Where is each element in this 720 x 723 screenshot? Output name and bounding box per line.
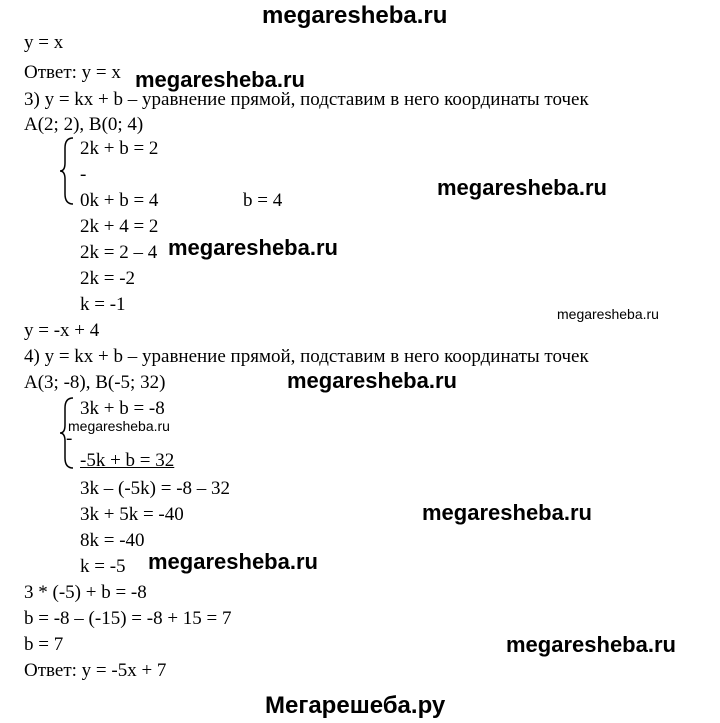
solution-line: 3 * (-5) + b = -8 (24, 582, 147, 603)
solution-line: b = -8 – (-15) = -8 + 15 = 7 (24, 608, 232, 629)
solution-line: k = -5 (80, 556, 126, 577)
solution-line: 3k + 5k = -40 (80, 504, 184, 525)
system-equation: -5k + b = 32 (80, 450, 175, 471)
solution-line: 8k = -40 (80, 530, 145, 551)
system-equation: 3k + b = -8 (80, 398, 165, 419)
solution-line: 2k = -2 (80, 268, 136, 289)
watermark: megaresheba.ru (148, 549, 318, 574)
watermark-small: megaresheba.ru (557, 306, 659, 322)
answer-line: Ответ: y = x (24, 62, 121, 83)
system-result: b = 4 (243, 190, 283, 211)
solution-line: A(2; 2), B(0; 4) (24, 114, 144, 135)
watermark: megaresheba.ru (168, 235, 338, 260)
system-operator: - (66, 428, 73, 449)
solution-line: y = -x + 4 (24, 320, 100, 341)
solution-line: 3) y = kx + b – уравнение прямой, подставим в него координаты точек (24, 89, 589, 110)
system-equation: 2k + b = 2 (80, 138, 159, 159)
watermark: megaresheba.ru (422, 500, 592, 525)
solution-line: 2k + 4 = 2 (80, 216, 159, 237)
watermark: megaresheba.ru (135, 67, 305, 92)
watermark: megaresheba.ru (287, 368, 457, 393)
solution-line: 4) y = kx + b – уравнение прямой, подставим в него координаты точек (24, 346, 589, 367)
solution-line: y = x (24, 32, 64, 53)
watermark: megaresheba.ru (437, 175, 607, 200)
solution-line: 3k – (-5k) = -8 – 32 (80, 478, 231, 499)
solution-line: k = -1 (80, 294, 126, 315)
solution-line: 2k = 2 – 4 (80, 242, 158, 263)
solution-line: A(3; -8), B(-5; 32) (24, 372, 166, 393)
system-equation: 0k + b = 4 (80, 190, 159, 211)
watermark-small: megaresheba.ru (68, 418, 170, 434)
solution-line: b = 7 (24, 634, 64, 655)
header-site-title: megaresheba.ru (262, 2, 448, 29)
system-brace (58, 136, 76, 206)
footer-site-title: Мегарешеба.ру (265, 692, 446, 719)
answer-line: Ответ: y = -5x + 7 (24, 660, 167, 681)
watermark: megaresheba.ru (506, 632, 676, 657)
system-operator: - (80, 164, 87, 185)
